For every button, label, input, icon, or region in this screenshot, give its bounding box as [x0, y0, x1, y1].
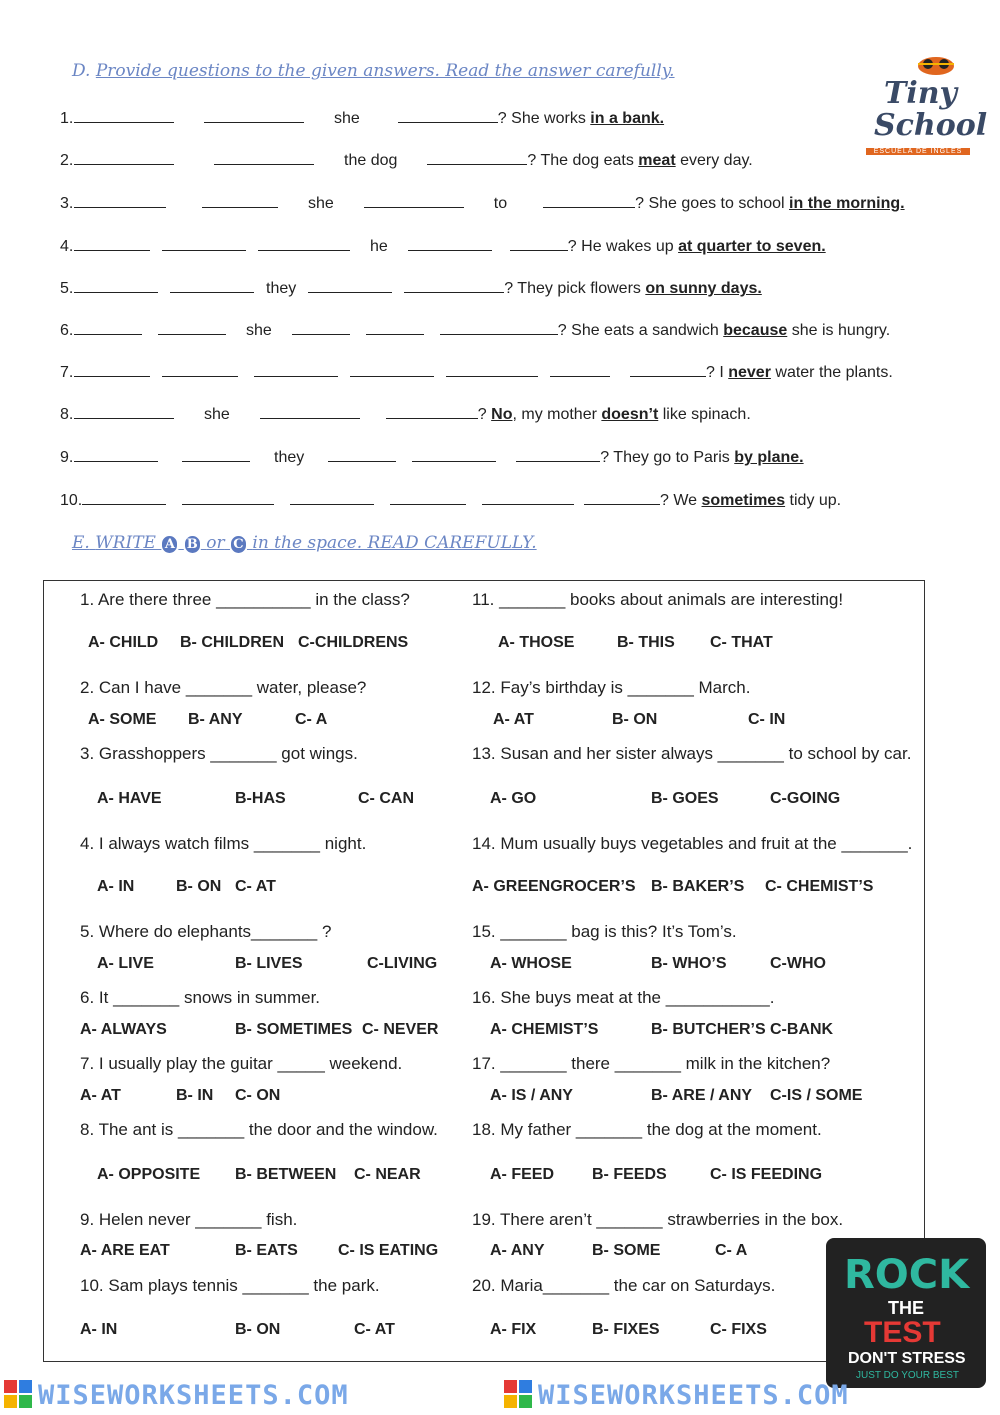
- footer-logo-icon: [4, 1380, 32, 1415]
- mc-question: 7. I usually play the guitar _____ weekend.: [80, 1054, 403, 1073]
- question-line: [60, 150, 753, 170]
- answer-blank[interactable]: [328, 447, 396, 462]
- sticker-dont-stress: DON'T STRESS: [848, 1350, 966, 1367]
- mc-option-b[interactable]: B- GOES: [651, 790, 719, 807]
- rock-the-test-sticker: [826, 1238, 986, 1388]
- letter-c-icon: C: [231, 536, 246, 553]
- mc-question: 10. Sam plays tennis _______ the park.: [80, 1276, 380, 1295]
- mc-question: 13. Susan and her sister always _______ to school by car.: [472, 744, 912, 763]
- mc-question: 2. Can I have _______ water, please?: [80, 678, 367, 697]
- mc-option-c[interactable]: C- FIXS: [710, 1321, 767, 1338]
- mc-question: 1. Are there three __________ in the class?: [80, 590, 410, 609]
- answer-blank[interactable]: [74, 447, 158, 462]
- mc-question: 5. Where do elephants_______ ?: [80, 922, 332, 941]
- mc-option-a[interactable]: A- HAVE: [97, 790, 162, 807]
- answer-blank[interactable]: [260, 404, 360, 419]
- section-d-heading: [72, 61, 675, 81]
- answer-blank[interactable]: [412, 447, 496, 462]
- answer-blank[interactable]: [74, 362, 150, 377]
- given-answer: ? She eats a sandwich because she is hungry.: [557, 322, 891, 339]
- mc-option-b[interactable]: B- ARE / ANY: [651, 1087, 753, 1104]
- answer-blank[interactable]: [398, 108, 498, 123]
- heading-text: Provide questions to the given answers. Read the answer carefully.: [95, 61, 675, 81]
- answer-blank[interactable]: [74, 320, 142, 335]
- question-number: 5.: [60, 280, 74, 297]
- given-answer: ? She works in a bank.: [497, 110, 665, 127]
- logo-text-tiny: Tiny: [884, 76, 957, 111]
- mc-question: 11. _______ books about animals are interesting!: [472, 590, 844, 609]
- mc-option-b[interactable]: B- FIXES: [592, 1321, 660, 1338]
- mc-option-c[interactable]: C-LIVING: [367, 955, 438, 972]
- mc-option-c[interactable]: C- IN: [748, 711, 786, 728]
- mc-question: 6. It _______ snows in summer.: [80, 988, 321, 1007]
- answer-blank[interactable]: [82, 490, 166, 505]
- footer-text: WISEWORKSHEETS.COM: [38, 1380, 349, 1411]
- mc-option-a[interactable]: A- SOME: [88, 711, 157, 728]
- sticker-test: TEST: [864, 1316, 941, 1349]
- mc-option-b[interactable]: B- SOMETIMES: [235, 1021, 353, 1038]
- mc-option-c[interactable]: C- IS EATING: [338, 1242, 439, 1259]
- answer-blank[interactable]: [74, 278, 158, 293]
- footer-text-2: WISEWORKSHEETS.COM: [538, 1380, 849, 1411]
- heading-letter: D.: [72, 61, 91, 81]
- mc-option-a[interactable]: A- OPPOSITE: [97, 1166, 201, 1183]
- answer-blank[interactable]: [158, 320, 226, 335]
- logo-text-school: School: [874, 108, 988, 143]
- answer-blank[interactable]: [170, 278, 254, 293]
- mc-option-c[interactable]: C- AT: [235, 878, 276, 895]
- heading-rest: in the space. READ CAREFULLY.: [252, 533, 537, 553]
- answer-blank[interactable]: [446, 362, 538, 377]
- mc-option-c[interactable]: C- IS FEEDING: [710, 1166, 823, 1183]
- answer-blank[interactable]: [364, 193, 464, 208]
- question-line: [60, 278, 762, 298]
- answer-blank[interactable]: [74, 236, 150, 251]
- mc-option-a[interactable]: A- FEED: [490, 1166, 554, 1183]
- mc-option-a[interactable]: A- ALWAYS: [80, 1021, 167, 1038]
- mc-option-a[interactable]: A- ANY: [490, 1242, 545, 1259]
- question-line: [60, 236, 826, 256]
- mc-option-a[interactable]: A- THOSE: [498, 634, 575, 651]
- sticker-rock: ROCK: [844, 1252, 970, 1298]
- sticker-the: THE: [888, 1298, 924, 1318]
- answer-blank[interactable]: [204, 108, 304, 123]
- answer-blank[interactable]: [182, 447, 250, 462]
- answer-blank[interactable]: [516, 447, 600, 462]
- mc-option-a[interactable]: A- LIVE: [97, 955, 154, 972]
- mc-option-b[interactable]: B- LIVES: [235, 955, 303, 972]
- mc-question: 17. _______ there _______ milk in the kitchen?: [472, 1054, 831, 1073]
- answer-blank[interactable]: [386, 404, 478, 419]
- letter-b-icon: B: [186, 537, 198, 552]
- question-word: the dog: [344, 152, 398, 169]
- mc-question: 19. There aren’t _______ strawberries in the box.: [472, 1210, 844, 1229]
- mc-question: 16. She buys meat at the ___________.: [472, 988, 775, 1007]
- question-line: [60, 362, 893, 382]
- mc-option-a[interactable]: A- FIX: [490, 1321, 537, 1338]
- question-number: 3.: [60, 195, 74, 212]
- answer-blank[interactable]: [408, 236, 492, 251]
- mc-question: 9. Helen never _______ fish.: [80, 1210, 298, 1229]
- question-number: 4.: [60, 238, 74, 255]
- question-number: 6.: [60, 322, 74, 339]
- given-answer: ? He wakes up at quarter to seven.: [567, 238, 826, 255]
- question-line: [60, 490, 841, 510]
- mc-option-a[interactable]: A- GO: [490, 790, 537, 807]
- question-number: 10.: [60, 492, 83, 509]
- mc-option-b[interactable]: B- ON: [612, 711, 658, 728]
- mc-option-c[interactable]: C- CAN: [358, 790, 414, 807]
- mc-option-b[interactable]: B- BAKER’S: [651, 878, 745, 895]
- answer-blank[interactable]: [74, 108, 174, 123]
- footer-watermark: [0, 1376, 1000, 1413]
- question-line: [60, 108, 664, 128]
- mc-question: 8. The ant is _______ the door and the window.: [80, 1120, 438, 1139]
- question-line: [60, 193, 905, 213]
- mc-option-b[interactable]: B- IN: [176, 1087, 214, 1104]
- sticker-do-your-best: JUST DO YOUR BEST: [856, 1370, 959, 1381]
- answer-blank[interactable]: [74, 404, 174, 419]
- mc-option-c[interactable]: C-IS / SOME: [770, 1087, 863, 1104]
- answer-blank[interactable]: [543, 193, 635, 208]
- answer-blank[interactable]: [404, 278, 504, 293]
- question-line: [60, 447, 804, 467]
- mc-question: 3. Grasshoppers _______ got wings.: [80, 744, 358, 763]
- mc-option-a[interactable]: A- IS / ANY: [490, 1087, 573, 1104]
- mc-option-c[interactable]: C-WHO: [770, 955, 826, 972]
- mc-question: 4. I always watch films _______ night.: [80, 834, 367, 853]
- given-answer: ? The dog eats meat every day.: [527, 152, 753, 169]
- mc-option-b[interactable]: B- SOME: [592, 1242, 661, 1259]
- mc-option-c[interactable]: C- AT: [354, 1321, 395, 1338]
- mc-option-b[interactable]: B- ON: [235, 1321, 281, 1338]
- mc-option-a[interactable]: A- AT: [80, 1087, 121, 1104]
- question-number: 2.: [60, 152, 74, 169]
- given-answer: ? They pick flowers on sunny days.: [504, 280, 762, 297]
- question-line: [60, 320, 890, 340]
- answer-blank[interactable]: [510, 236, 568, 251]
- question-word: she: [334, 110, 360, 127]
- answer-blank[interactable]: [74, 193, 166, 208]
- mc-option-a[interactable]: A- CHILD: [88, 634, 159, 651]
- mc-option-c[interactable]: C-BANK: [770, 1021, 834, 1038]
- logo-tagline: ESCUELA DE INGLES: [866, 148, 970, 155]
- question-word: they: [274, 449, 305, 466]
- mc-question: 18. My father _______ the dog at the moment.: [472, 1120, 822, 1139]
- heading-or: or: [206, 533, 225, 553]
- question-number: 7.: [60, 364, 74, 381]
- mc-option-b[interactable]: B- ANY: [188, 711, 243, 728]
- answer-blank[interactable]: [162, 362, 238, 377]
- mc-question: 12. Fay’s birthday is _______ March.: [472, 678, 751, 697]
- question-word: she: [246, 322, 272, 339]
- mc-option-b[interactable]: B-HAS: [235, 790, 286, 807]
- mc-option-a[interactable]: A- AT: [493, 711, 534, 728]
- answer-blank[interactable]: [440, 320, 558, 335]
- mc-option-b[interactable]: B- BUTCHER’S: [651, 1021, 766, 1038]
- mc-option-a[interactable]: A- CHEMIST’S: [490, 1021, 599, 1038]
- question-number: 1.: [60, 110, 74, 127]
- mc-option-c[interactable]: C- THAT: [710, 634, 773, 651]
- question-word: she: [204, 406, 230, 423]
- mc-question: 20. Maria_______ the car on Saturdays.: [472, 1276, 776, 1295]
- question-word: he: [370, 238, 388, 255]
- answer-blank[interactable]: [254, 362, 338, 377]
- given-answer: ? They go to Paris by plane.: [600, 449, 804, 466]
- answer-blank[interactable]: [290, 490, 374, 505]
- mc-option-a[interactable]: A- ARE EAT: [80, 1242, 170, 1259]
- mc-option-b[interactable]: B- WHO’S: [651, 955, 727, 972]
- answer-blank[interactable]: [182, 490, 274, 505]
- question-number: 8.: [60, 406, 74, 423]
- question-word: they: [266, 280, 297, 297]
- answer-blank[interactable]: [258, 236, 350, 251]
- mc-question: 14. Mum usually buys vegetables and fruit at the _______.: [472, 834, 913, 853]
- question-number: 9.: [60, 449, 74, 466]
- mc-option-c[interactable]: C-GOING: [770, 790, 841, 807]
- question-word: to: [493, 195, 508, 212]
- given-answer: ? I never water the plants.: [706, 364, 893, 381]
- answer-blank[interactable]: [550, 362, 610, 377]
- answer-blank[interactable]: [162, 236, 246, 251]
- answer-blank[interactable]: [292, 320, 350, 335]
- mc-option-c[interactable]: C-CHILDRENS: [298, 634, 409, 651]
- mc-option-b[interactable]: B- CHILDREN: [180, 634, 284, 651]
- heading-write: WRITE: [95, 533, 156, 553]
- answer-blank[interactable]: [390, 490, 466, 505]
- tiny-school-logo: [862, 52, 988, 162]
- mc-option-c[interactable]: C- CHEMIST’S: [765, 878, 874, 895]
- given-answer: ? She goes to school in the morning.: [635, 195, 905, 212]
- mc-option-b[interactable]: B- THIS: [617, 634, 675, 651]
- answer-blank[interactable]: [308, 278, 392, 293]
- question-word: she: [308, 195, 334, 212]
- question-line: [60, 404, 751, 424]
- letter-a-icon: A: [162, 536, 177, 553]
- answer-blank[interactable]: [366, 320, 424, 335]
- mc-option-a[interactable]: A- WHOSE: [490, 955, 572, 972]
- mc-option-c[interactable]: C- A: [295, 711, 328, 728]
- given-answer: ? No, my mother doesn’t like spinach.: [477, 406, 751, 423]
- mc-option-c[interactable]: C- NEAR: [354, 1166, 421, 1183]
- answer-blank[interactable]: [427, 150, 527, 165]
- answer-blank[interactable]: [214, 150, 314, 165]
- answer-blank[interactable]: [202, 193, 278, 208]
- mc-option-b[interactable]: B- EATS: [235, 1242, 298, 1259]
- footer-logo-icon-2: [504, 1380, 532, 1415]
- answer-blank[interactable]: [584, 490, 660, 505]
- mc-option-b[interactable]: B- BETWEEN: [235, 1166, 337, 1183]
- heading-letter: E.: [72, 533, 90, 553]
- mc-option-c[interactable]: C- ON: [235, 1087, 281, 1104]
- section-e-heading: [72, 533, 537, 553]
- mc-option-a[interactable]: A- IN: [80, 1321, 118, 1338]
- mc-option-b[interactable]: B- ON: [176, 878, 222, 895]
- answer-blank[interactable]: [482, 490, 574, 505]
- given-answer: ? We sometimes tidy up.: [660, 492, 842, 509]
- answer-blank[interactable]: [74, 150, 174, 165]
- mc-option-a[interactable]: A- IN: [97, 878, 135, 895]
- mc-option-c[interactable]: C- NEVER: [362, 1021, 439, 1038]
- answer-blank[interactable]: [630, 362, 706, 377]
- answer-blank[interactable]: [350, 362, 434, 377]
- mc-option-c[interactable]: C- A: [715, 1242, 748, 1259]
- mc-option-a[interactable]: A- GREENGROCER’S: [472, 878, 636, 895]
- mc-question: 15. _______ bag is this? It’s Tom’s.: [472, 922, 737, 941]
- mc-option-b[interactable]: B- FEEDS: [592, 1166, 667, 1183]
